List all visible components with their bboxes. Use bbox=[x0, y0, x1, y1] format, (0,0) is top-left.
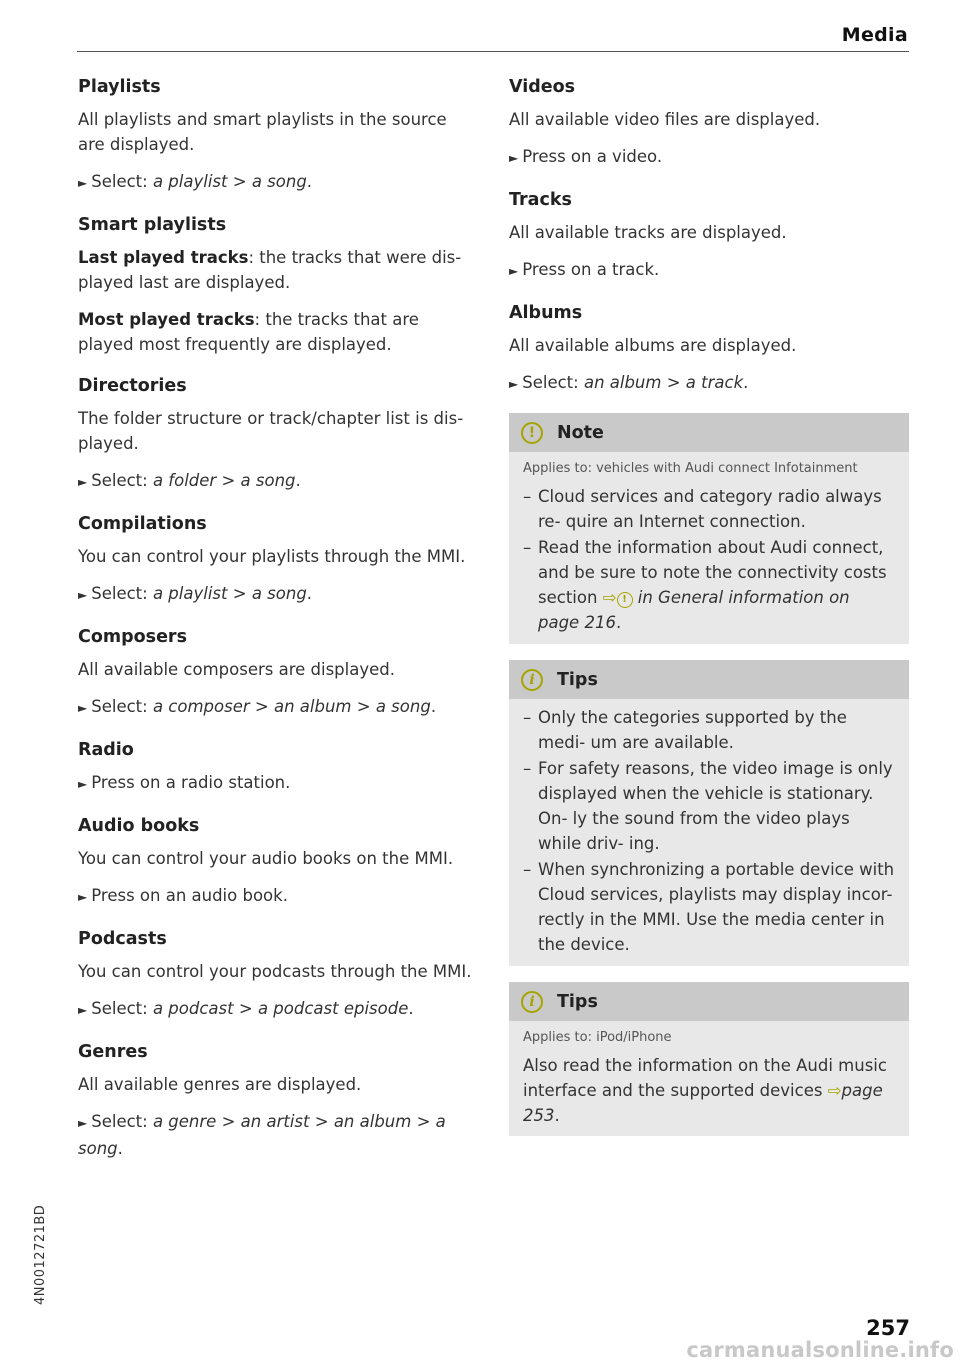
heading-compilations: Compilations bbox=[78, 514, 207, 534]
tips-box-header bbox=[509, 660, 909, 699]
list-item: – Cloud services and category radio always re- quire an Internet connection. bbox=[523, 487, 882, 531]
playlists-step: ► Select: a playlist > a song. bbox=[78, 172, 313, 191]
info-icon: i bbox=[521, 669, 543, 691]
tracks-step: ► Press on a track. bbox=[509, 260, 660, 279]
note-box bbox=[509, 413, 909, 644]
genres-step: ► Select: a genre > an artist > an album > a song. bbox=[78, 1112, 446, 1158]
step-arrow-icon: ► bbox=[78, 475, 88, 489]
tips-page-reference[interactable]: page 253 bbox=[523, 1081, 883, 1125]
tips-title: Tips bbox=[557, 669, 598, 690]
heading-tracks: Tracks bbox=[509, 190, 572, 210]
videos-body: All available video files are displayed. bbox=[509, 110, 821, 129]
smart-last-played: Last played tracks: the tracks that were dis- played last are displayed. bbox=[78, 248, 462, 292]
document-code: 4N0012721BD bbox=[33, 1204, 48, 1305]
composers-step: ► Select: a composer > an album > a song. bbox=[78, 697, 437, 716]
step-arrow-icon: ► bbox=[78, 176, 88, 190]
heading-podcasts: Podcasts bbox=[78, 929, 167, 949]
heading-smart-playlists: Smart playlists bbox=[78, 215, 227, 235]
step-arrow-icon: ► bbox=[78, 1116, 88, 1130]
step-arrow-icon: ► bbox=[509, 264, 519, 278]
genres-body: All available genres are displayed. bbox=[78, 1075, 362, 1094]
watermark: carmanualsonline.info bbox=[686, 1338, 954, 1362]
left-column bbox=[78, 72, 478, 1175]
tips-body: Also read the information on the Audi music interface and the supported devices ⇨page 253. bbox=[523, 1056, 887, 1125]
radio-step: ► Press on a radio station. bbox=[78, 773, 291, 792]
note-box-header bbox=[509, 413, 909, 452]
ref-arrow-icon: ⇨ bbox=[602, 588, 617, 607]
audiobooks-step: ► Press on an audio book. bbox=[78, 886, 288, 905]
directories-step: ► Select: a folder > a song. bbox=[78, 471, 301, 490]
heading-composers: Composers bbox=[78, 627, 187, 647]
step-arrow-icon: ► bbox=[509, 151, 519, 165]
step-arrow-icon: ► bbox=[78, 701, 88, 715]
composers-body: All available composers are displayed. bbox=[78, 660, 395, 679]
warning-icon: ! bbox=[521, 422, 543, 444]
list-item: – When synchronizing a portable device with Cloud services, playlists may display incor- rectly in the MMI. Use the media center in the device. bbox=[523, 860, 895, 954]
list-item: – Read the information about Audi connect, and be sure to note the connectivity costs section ⇨ ! in General information on page 216. bbox=[523, 538, 887, 632]
heading-videos: Videos bbox=[509, 77, 576, 97]
smart-most-played: Most played tracks: the tracks that are played most frequently are displayed. bbox=[78, 310, 419, 354]
tips-applies: Applies to: iPod/iPhone bbox=[523, 1030, 672, 1045]
step-arrow-icon: ► bbox=[78, 890, 88, 904]
podcasts-body: You can control your podcasts through the MMI. bbox=[78, 962, 472, 981]
heading-audio-books: Audio books bbox=[78, 816, 200, 836]
info-icon: i bbox=[521, 991, 543, 1013]
note-page-reference[interactable]: in General information on page 216 bbox=[538, 588, 850, 632]
ref-arrow-icon: ⇨ bbox=[827, 1081, 842, 1100]
right-column bbox=[509, 72, 909, 1136]
albums-step: ► Select: an album > a track. bbox=[509, 373, 749, 392]
list-item: – Only the categories supported by the medi- um are available. bbox=[523, 708, 847, 752]
step-arrow-icon: ► bbox=[78, 588, 88, 602]
compilations-step: ► Select: a playlist > a song. bbox=[78, 584, 313, 603]
tips-title: Tips bbox=[557, 991, 598, 1012]
heading-directories: Directories bbox=[78, 376, 187, 396]
heading-albums: Albums bbox=[509, 303, 583, 323]
note-title: Note bbox=[557, 422, 604, 443]
tracks-body: All available tracks are displayed. bbox=[509, 223, 787, 242]
page-number: 257 bbox=[866, 1316, 910, 1340]
tips-box-header bbox=[509, 982, 909, 1021]
directories-body: The folder structure or track/chapter list is dis- played. bbox=[78, 409, 464, 453]
playlists-body: All playlists and smart playlists in the source are displayed. bbox=[78, 110, 447, 154]
list-item: – For safety reasons, the video image is only displayed when the vehicle is stationary. On- ly the sound from the video plays while driv- ing. bbox=[523, 759, 893, 853]
albums-body: All available albums are displayed. bbox=[509, 336, 797, 355]
note-applies: Applies to: vehicles with Audi connect Infotainment bbox=[523, 461, 858, 476]
heading-playlists: Playlists bbox=[78, 77, 161, 97]
compilations-body: You can control your playlists through the MMI. bbox=[78, 547, 466, 566]
header-divider bbox=[77, 51, 909, 52]
tips-box-ipod bbox=[509, 982, 909, 1136]
videos-step: ► Press on a video. bbox=[509, 147, 663, 166]
audiobooks-body: You can control your audio books on the MMI. bbox=[78, 849, 454, 868]
step-arrow-icon: ► bbox=[78, 777, 88, 791]
heading-radio: Radio bbox=[78, 740, 134, 760]
tips-box bbox=[509, 660, 909, 966]
warning-ref-icon: ! bbox=[617, 592, 633, 608]
page-section-title: Media bbox=[841, 24, 908, 46]
step-arrow-icon: ► bbox=[509, 377, 519, 391]
podcasts-step: ► Select: a podcast > a podcast episode. bbox=[78, 999, 414, 1018]
heading-genres: Genres bbox=[78, 1042, 148, 1062]
step-arrow-icon: ► bbox=[78, 1003, 88, 1017]
